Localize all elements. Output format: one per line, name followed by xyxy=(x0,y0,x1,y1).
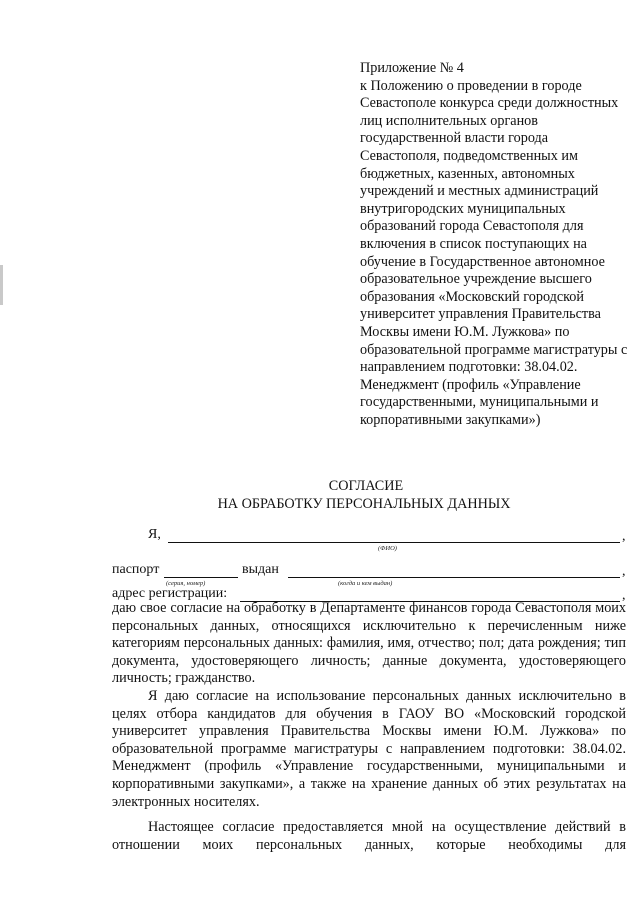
issued-caption: (когда и кем выдан) xyxy=(338,580,393,587)
issued-label: выдан xyxy=(242,562,279,577)
name-caption: (ФИО) xyxy=(378,545,397,552)
issued-comma: , xyxy=(622,564,626,579)
name-label: Я, xyxy=(148,527,161,542)
address-label: адрес регистрации: xyxy=(112,586,228,601)
scan-edge-mark xyxy=(0,265,3,305)
appendix-heading: Приложение № 4 xyxy=(360,60,464,76)
title-line-2: НА ОБРАБОТКУ ПЕРСОНАЛЬНЫХ ДАННЫХ xyxy=(217,495,511,512)
appendix-text: к Положению о проведении в городе Севастополе конкурса среди должностных лиц исполнительных органов государственной власти города Севастополя, подведомственных им бюджетных, казенных, автономных учреждений и местных администраций внутригородских муниципальных образований города Севастополя для включения в список поступающих на обучение в Государственное автономное образовательное учреждение высшего образования «Московский городской университет управления Правительства Москвы имени Ю.М. Лужкова» по образовательной программе магистратуры с направлением подготовки: 38.04.02. Менеджмент (профиль «Управление государственными, муниципальными и корпоративными закупками») xyxy=(360,77,628,428)
consent-paragraph-2: Я даю согласие на использование персональных данных исключительно в целях отбора кандидатов для обучения в ГАОУ ВО «Московский городской университет управления Правительства Москвы имени Ю.М. Лужкова» по образовательной программе магистратуры с направлением подготовки: 38.04.02. Менеджмент (профиль «Управление государственными, муниципальными и корпоративными закупками», а также на хранение данных об этих результатах на электронных носителях. xyxy=(112,687,626,810)
name-blank-line[interactable] xyxy=(168,542,620,543)
document-title xyxy=(0,478,640,514)
passport-caption: (серия, номер) xyxy=(166,580,206,587)
name-comma: , xyxy=(622,529,626,544)
passport-row xyxy=(112,562,626,587)
title-line-1: СОГЛАСИЕ xyxy=(328,478,404,494)
address-comma: , xyxy=(622,588,626,603)
name-row xyxy=(112,527,626,552)
passport-number-line[interactable] xyxy=(164,577,238,578)
consent-body xyxy=(112,600,626,854)
passport-label: паспорт xyxy=(112,562,160,577)
appendix-block xyxy=(360,60,630,429)
issued-blank-line[interactable] xyxy=(288,577,620,578)
consent-paragraph-1: даю свое согласие на обработку в Департаменте финансов города Севастополя моих персональных данных, относящихся исключительно к перечисленным ниже категориям персональных данных: фамилия, имя, отчество; пол; дата рождения; тип документа, удостоверяющего личность; данные документа, удостоверяющего личность; гражданство. xyxy=(112,600,626,687)
consent-paragraph-3: Настоящее согласие предоставляется мной на осуществление действий в отношении моих персональных данных, которые необходимы для xyxy=(112,819,626,853)
